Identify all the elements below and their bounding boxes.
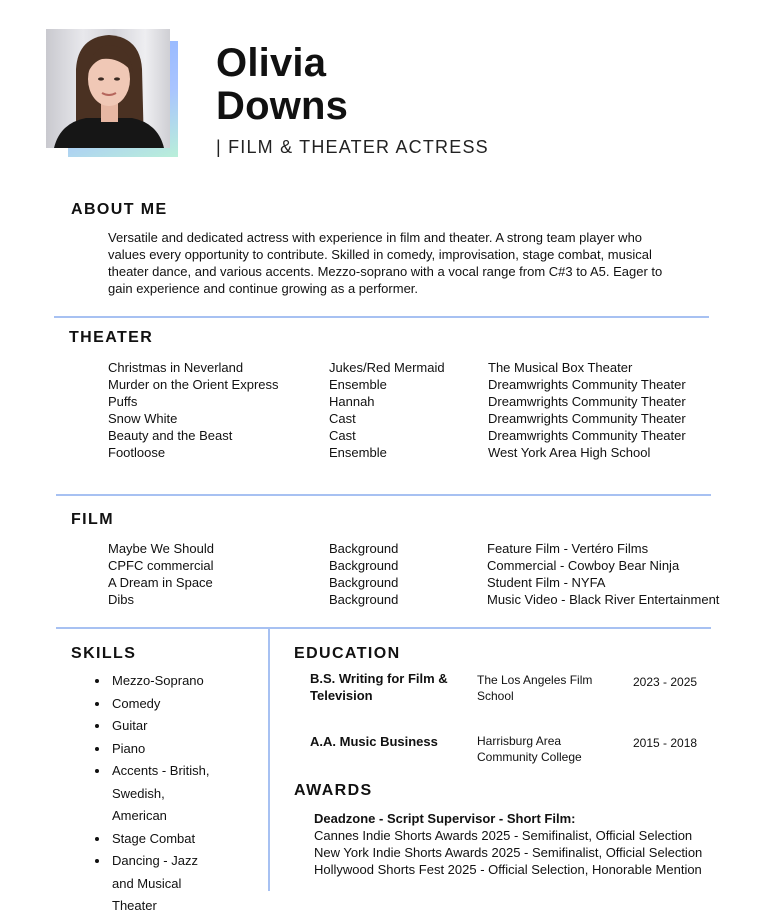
theater-role: Ensemble [329, 377, 387, 392]
theater-role: Ensemble [329, 445, 387, 460]
skill-item: • Dancing - Jazz and Musical Theater [110, 850, 222, 918]
divider-film [56, 494, 711, 496]
award-line: New York Indie Shorts Awards 2025 - Semifinalist, Official Selection [314, 845, 703, 860]
theater-row [108, 444, 708, 461]
theater-row [108, 359, 708, 376]
award-list [314, 827, 702, 878]
film-production: Dibs [108, 592, 135, 607]
film-role: Background [329, 592, 399, 607]
education-school: Harrisburg Area Community College [477, 734, 582, 764]
theater-role: Cast [329, 411, 356, 426]
education-degree: A.A. Music Business [310, 734, 438, 749]
award-line: Cannes Indie Shorts Awards 2025 - Semifinalist, Official Selection [314, 828, 693, 843]
skill-item: • Guitar [110, 715, 280, 738]
theater-production: Murder on the Orient Express [108, 377, 279, 392]
theater-role: Cast [329, 428, 356, 443]
film-company: Feature Film - Vertéro Films [487, 541, 649, 556]
theater-production: Snow White [108, 411, 178, 426]
film-production: CPFC commercial [108, 558, 214, 573]
award-line: Hollywood Shorts Fest 2025 - Official Selection, Honorable Mention [314, 862, 702, 877]
theater-company: Dreamwrights Community Theater [488, 411, 686, 426]
first-name: Olivia [216, 41, 327, 85]
theater-role: Jukes/Red Mermaid [329, 360, 445, 375]
profile-photo-illustration [46, 29, 170, 148]
theater-production: Christmas in Neverland [108, 360, 244, 375]
award-entry-title: Deadzone - Script Supervisor - Short Film: [314, 811, 576, 826]
film-company: Commercial - Cowboy Bear Ninja [487, 558, 680, 573]
theater-row [108, 427, 708, 444]
film-role: Background [329, 558, 399, 573]
theater-row [108, 410, 708, 427]
education-years: 2023 - 2025 [633, 675, 698, 689]
theater-company: Dreamwrights Community Theater [488, 394, 686, 409]
skill-item: • Stage Combat [110, 828, 280, 851]
film-row [108, 557, 718, 574]
film-table [108, 540, 718, 608]
theater-role: Hannah [329, 394, 375, 409]
theater-table [108, 359, 708, 461]
education-years: 2015 - 2018 [633, 736, 698, 750]
film-role: Background [329, 541, 399, 556]
theater-company: Dreamwrights Community Theater [488, 377, 686, 392]
tagline: | FILM & THEATER ACTRESS [216, 137, 489, 157]
awards-title: AWARDS [294, 782, 373, 799]
skill-item: • Comedy [110, 693, 280, 716]
theater-company: Dreamwrights Community Theater [488, 428, 686, 443]
theater-company: The Musical Box Theater [488, 360, 633, 375]
candidate-name [216, 42, 348, 128]
education-school: The Los Angeles Film School [477, 673, 593, 703]
skill-item: • Piano [110, 738, 280, 761]
theater-production: Puffs [108, 394, 138, 409]
education-degree: B.S. Writing for Film & Television [310, 671, 448, 703]
film-production: A Dream in Space [108, 575, 213, 590]
divider-theater [54, 316, 709, 318]
last-name: Downs [216, 84, 349, 128]
theater-production: Footloose [108, 445, 166, 460]
skill-item: • Accents - British, Swedish, American [110, 760, 222, 828]
skills-list [92, 670, 280, 918]
film-title: FILM [71, 511, 114, 528]
film-company: Music Video - Black River Entertainment [487, 592, 720, 607]
film-row [108, 574, 718, 591]
film-production: Maybe We Should [108, 541, 214, 556]
film-row [108, 591, 718, 608]
theater-row [108, 393, 708, 410]
theater-row [108, 376, 708, 393]
profile-photo [46, 29, 170, 148]
film-role: Background [329, 575, 399, 590]
theater-title: THEATER [69, 329, 154, 346]
skills-title: SKILLS [71, 645, 137, 662]
about-text: Versatile and dedicated actress with experience in film and theater. A strong team player who values every opportunity to contribute. Skilled in comedy, improvisation, stage combat, musical theater dance, and various accents. Mezzo-soprano with a vocal range from C#3 to A5. Eager to gain experience and continue growing as a performer. [108, 230, 663, 296]
theater-production: Beauty and the Beast [108, 428, 233, 443]
film-company: Student Film - NYFA [487, 575, 606, 590]
theater-company: West York Area High School [488, 445, 651, 460]
film-row [108, 540, 718, 557]
about-title: ABOUT ME [71, 201, 168, 218]
divider-bottom [56, 627, 711, 629]
education-title: EDUCATION [294, 645, 401, 662]
skill-item: • Mezzo-Soprano [110, 670, 280, 693]
